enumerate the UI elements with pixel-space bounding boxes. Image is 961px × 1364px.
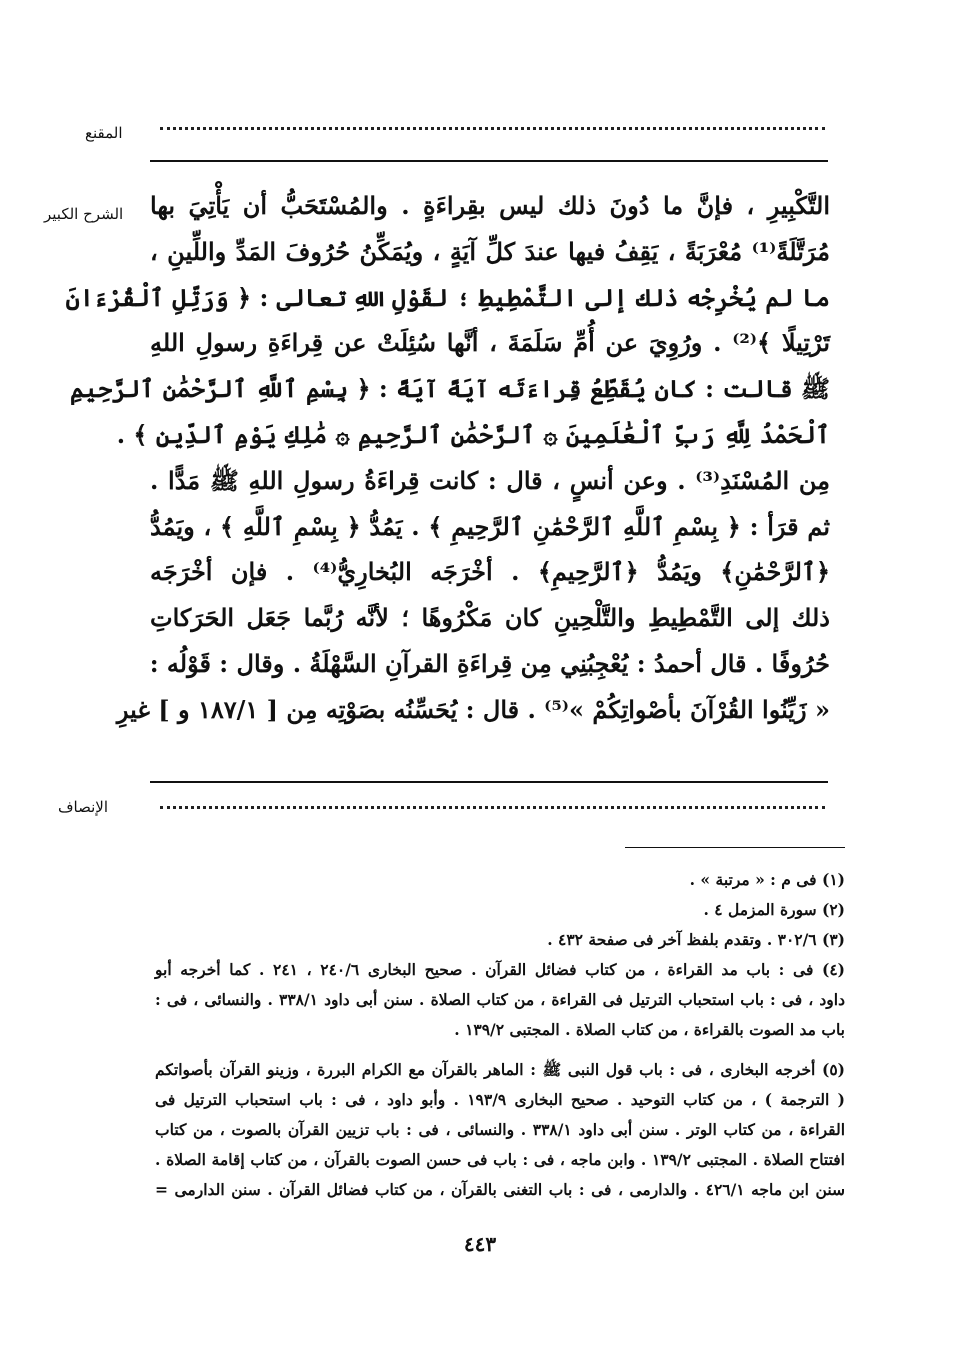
text-line: تَرْتِيلًا ﴾⁽²⁾ . ورُوِيَ عن أُمِّ سَلَمَةَ ، أنَّها سُئِلَتْ عن قِراءَةِ رسولِ اللهِ bbox=[150, 328, 831, 358]
insaf-label: الإنصاف bbox=[58, 798, 109, 816]
text-line: مُرَتَّلَةً⁽¹⁾ مُعْرَبَةً ، يَقِفُ فيها عندَ كلِّ آيَةٍ ، ويُمَكِّنُ حُرُوفَ المَدِّ واللِّينِ ، bbox=[150, 236, 831, 266]
text-line: « زَيِّنُوا القُرْآنَ بأصْواتِكُمْ »⁽⁵⁾ . قال : يُحَسِّنُه بصَوْتِه مِن [ ١٨٧/١ و ] غيرِ bbox=[116, 694, 830, 724]
text-line: ﷺ قالت : كان يُقَطِّعُ قِراءَتَه آيَةً آيَةً : ﴿ بِسْمِ ٱللَّهِ ٱلرَّحْمَٰنِ ٱلرَّحِيمِ bbox=[69, 374, 830, 404]
footnote-5-cont: افتتاح الصلاة . المجتبى ١٣٩/٢ . وابن ماجه ، فى : باب فى حسن الصوت بالقرآن ، من كتاب إقامة الصلاة . bbox=[155, 1150, 845, 1169]
footnote-5: (٥) أخرجه البخارى ، فى : باب قول النبى ﷺ : الماهر بالقرآن مع الكرام البررة ، وزينو القرآن بأصواتكم bbox=[155, 1060, 845, 1079]
text-line: ثم قرَأ : ﴿ بِسْمِ ٱللَّهِ ٱلرَّحْمَٰنِ ٱلرَّحِيمِ ﴾ . يَمُدُّ ﴿ بِسْمِ ٱللَّهِ ﴾ ، ويَمُدُّ bbox=[150, 511, 830, 541]
main-bottom-rule bbox=[150, 781, 828, 783]
text-line: التَّكْبِيرِ ، فإنَّ ما دُونَ ذلك ليس بقِراءَةٍ . والمُسْتَحَبُّ أن يَأْتِيَ بها bbox=[150, 191, 830, 220]
footnote-5-cont: القراءة ، من كتاب الوتر . سنن أبى داود ٣٣٨/١ . والنسائى ، فى : باب تزيين القرآن بالصوت ، من كتاب bbox=[155, 1120, 845, 1139]
commentary-label: الشرح الكبير bbox=[44, 205, 124, 223]
footnote-separator bbox=[625, 847, 845, 848]
text-line: ما لم يُخْرِجْه ذلك إلى التَّمْطِيطِ ؛ لقَوْلِ اللهِ تعالى : ﴿ وَرَتِّلِ ٱلْقُرْءَانَ bbox=[65, 282, 830, 312]
text-line: ذلك إلى التَّمْطِيطِ والتَّلْحِينِ كان مَكْرُوهًا ؛ لأنَّه رُبَّما جَعَل الحَرَكاتِ bbox=[150, 603, 830, 633]
insaf-dotted-line bbox=[160, 806, 825, 809]
text-line: مِن المُسْنَدِ⁽³⁾ . وعن أنسٍ ، قال : كانت قِراءَةُ رسولِ اللهِ ﷺ مَدًّا . bbox=[150, 465, 831, 495]
footnote-4-cont: باب مد الصوت بالقراءة ، من كتاب الصلاة . المجتبى ١٣٩/٢ . bbox=[454, 1020, 845, 1039]
footnote-3: (٣) ٣٠٢/٦ . وتقدم بلفظ آخر فى صفحة ٤٣٢ . bbox=[547, 930, 845, 949]
text-line: ٱلْحَمْدُ لِلَّهِ رَبِّ ٱلْعَٰلَمِينَ ۞ ٱلرَّحْمَٰنِ ٱلرَّحِيمِ ۞ مَٰلِكِ يَوْمِ ٱلدِّينِ ﴾ . bbox=[116, 419, 830, 449]
page-number: ٤٤٣ bbox=[463, 1232, 497, 1256]
book-label: المقنع bbox=[85, 124, 123, 142]
footnote-5-cont: ( الترجمة ) ، من كتاب التوحيد . صحيح البخارى ١٩٣/٩ . وأبو داود ، فى : باب استحباب الترتيل فى bbox=[155, 1090, 845, 1109]
text-line: ﴿ٱلرَّحْمَٰنِ﴾ ويَمُدُّ ﴿ٱلرَّحِيمِ﴾ . أخْرَجَه البُخارِيُّ⁽⁴⁾ . فإن أخْرَجَه bbox=[150, 557, 831, 587]
footnote-1: (١) فى م : « مرتبة » . bbox=[689, 870, 845, 889]
footnotes bbox=[155, 865, 845, 1205]
footnote-2: (٢) سورة المزمل ٤ . bbox=[703, 900, 845, 919]
header-dotted-line bbox=[160, 127, 825, 130]
footnote-4: (٤) فى : باب مد القراءة ، من كتاب فضائل القرآن . صحيح البخارى ٢٤٠/٦ ، ٢٤١ . كما أخرجه أبو bbox=[155, 960, 846, 979]
footnote-5-cont: سنن ابن ماجه ٤٢٦/١ . والدارمى ، فى : باب التغنى بالقرآن ، من كتاب فضائل القرآن . سنن الدارمى = bbox=[155, 1180, 845, 1199]
footnote-4-cont: داود ، فى : باب استحباب الترتيل فى القراءة ، من كتاب الصلاة . سنن أبى داود ٣٣٨/١ . والنسائى ، فى : bbox=[155, 990, 845, 1009]
text-line: حُرُوفًا . قال أحمدُ : يُعْجِبُنِي مِن قِراءَةِ القرآنِ السَّهْلَةُ . وقال : قَوْلُه : bbox=[149, 648, 830, 678]
header-rule bbox=[150, 160, 828, 162]
